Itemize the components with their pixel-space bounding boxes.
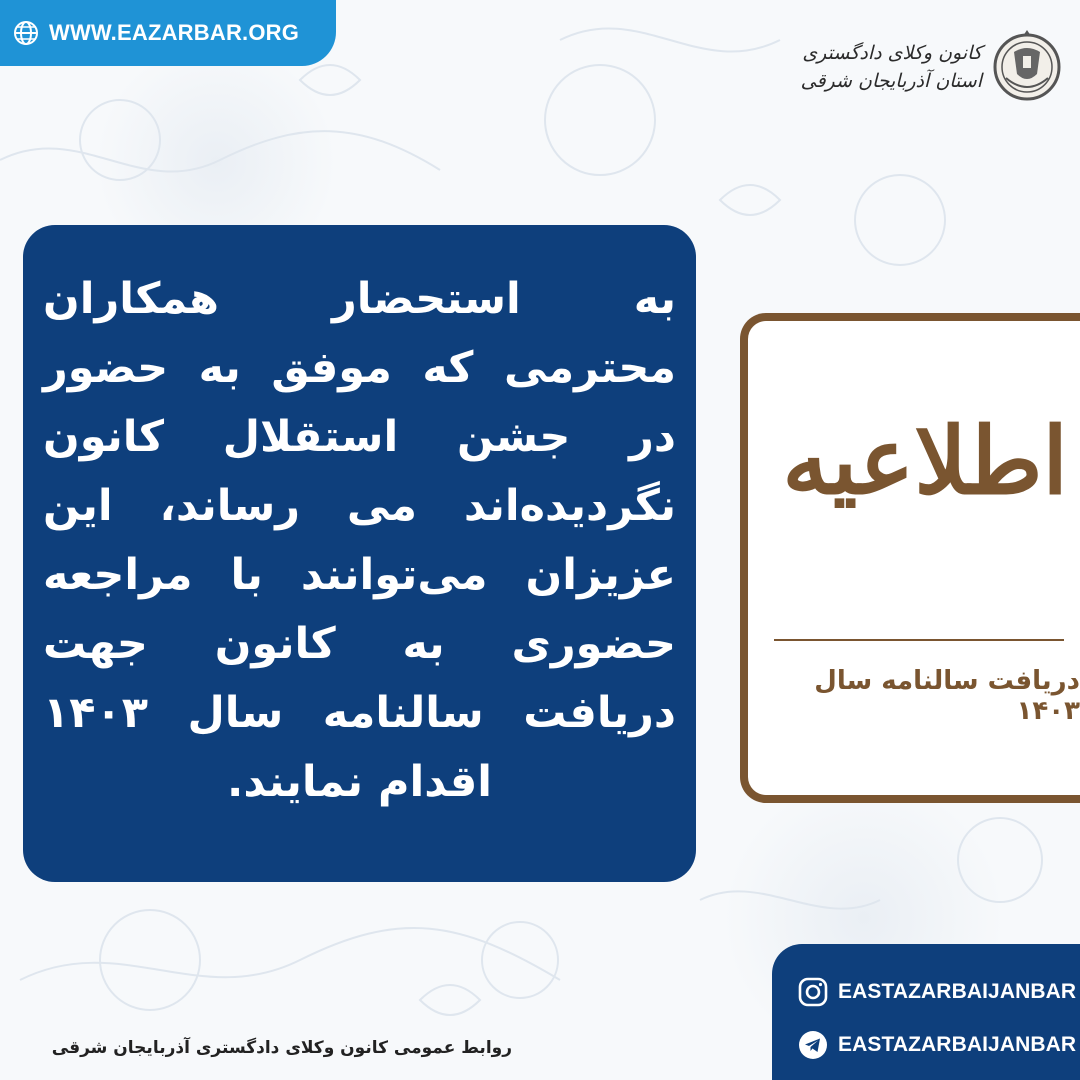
announcement-subtitle: دریافت سالنامه سال ۱۴۰۳ [814, 666, 1080, 726]
instagram-link[interactable] [798, 977, 1076, 1007]
website-tab[interactable] [0, 0, 336, 66]
social-links-card [772, 944, 1080, 1080]
telegram-handle[interactable]: EASTAZARBAIJANBAR [838, 1033, 1077, 1056]
message-line-3: در جشن استقلال کانون [43, 412, 676, 462]
organization-logo [801, 26, 1062, 108]
globe-icon [13, 20, 39, 46]
main-message-card [23, 225, 696, 882]
message-line-2: محترمی که موفق به حضور [43, 343, 676, 393]
message-line-1: به استحضار همکاران [43, 274, 676, 324]
bar-association-emblem-icon [992, 26, 1062, 108]
announcement-title: اطلاعیه [782, 407, 1068, 515]
instagram-icon [798, 977, 828, 1007]
instagram-handle[interactable]: EASTAZARBAIJANBAR [838, 980, 1077, 1003]
message-line-8: اقدام نمایند. [227, 757, 492, 807]
website-url[interactable]: WWW.EAZARBAR.ORG [49, 20, 300, 45]
message-line-5: عزیزان می‌توانند با مراجعه [43, 550, 676, 600]
organization-name-line1: کانون وکلای دادگستری [802, 42, 982, 64]
announcement-card [740, 313, 1080, 803]
footer-credit: روابط عمومی کانون وکلای دادگستری آذربایجان شرقی [51, 1038, 512, 1058]
message-line-4: نگردیده‌اند می رساند، این [43, 481, 676, 531]
message-line-7: دریافت سالنامه سال ۱۴۰۳ [43, 688, 676, 738]
announcement-divider [774, 639, 1064, 641]
telegram-icon [798, 1030, 828, 1060]
organization-name [801, 39, 982, 95]
message-line-6: حضوری به کانون جهت [43, 619, 676, 669]
organization-name-line2: استان آذربایجان شرقی [800, 70, 982, 92]
telegram-link[interactable] [798, 1030, 1076, 1060]
